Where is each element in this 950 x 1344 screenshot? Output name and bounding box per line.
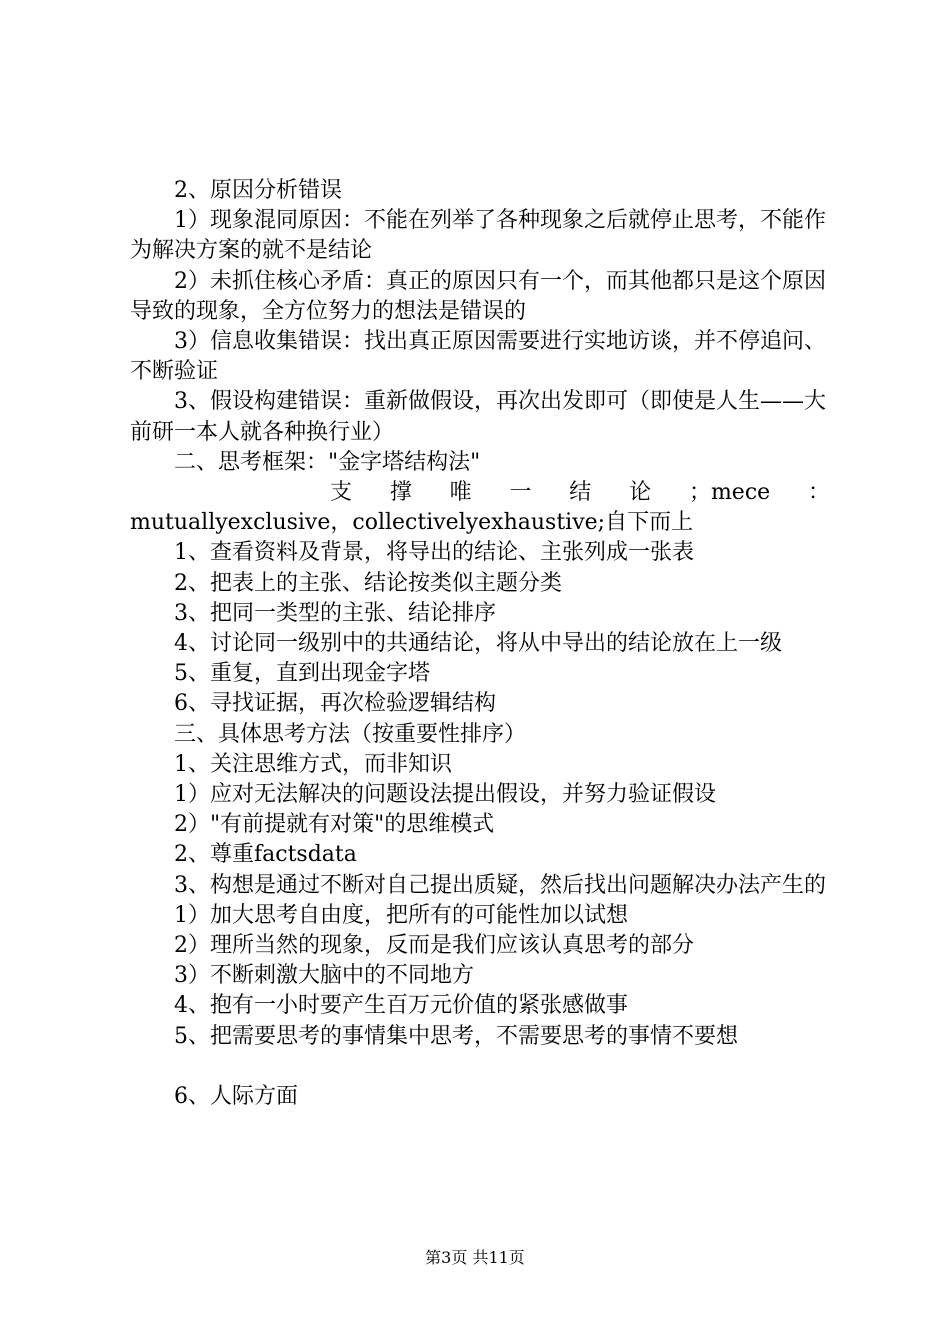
paragraph: 3、假设构建错误：重新做假设，再次出发即可（即使是人生——大前研一本人就各种换行业） [130,389,826,445]
paragraph: 5、把需要思考的事情集中思考，不需要思考的事情不要想 [174,1023,738,1049]
paragraph: 6、寻找证据，再次检验逻辑结构 [174,691,496,717]
paragraph: 2）理所当然的现象，反而是我们应该认真思考的部分 [174,933,694,959]
paragraph: 4、抱有一小时要产生百万元价值的紧张感做事 [174,993,628,1019]
paragraph: 3、构想是通过不断对自己提出质疑，然后找出问题解决办法产生的 [174,872,826,898]
paragraph: mutuallyexclusive，collectivelyexhaustive;自下而上 [130,510,694,536]
paragraph: 二、思考框架："金字塔结构法" [174,449,481,475]
justified-text: 支撑唯一结论；mece： [330,480,830,506]
paragraph: 3、把同一类型的主张、结论排序 [174,600,496,626]
blank-line [130,1052,830,1082]
paragraph: 2、尊重factsdata [174,842,357,868]
paragraph-justified-line [130,478,830,508]
paragraph: 1）应对无法解决的问题设法提出假设，并努力验证假设 [174,782,716,808]
paragraph: 三、具体思考方法（按重要性排序） [174,721,527,747]
document-body [130,176,830,1112]
paragraph: 2）"有前提就有对策"的思维模式 [174,812,495,838]
paragraph: 3）不断刺激大脑中的不同地方 [174,963,474,989]
paragraph: 4、讨论同一级别中的共通结论，将从中导出的结论放在上一级 [174,631,782,657]
paragraph: 2、原因分析错误 [174,178,342,203]
page-footer: 第3页 共11页 [425,1248,525,1267]
paragraph: 2）未抓住核心矛盾：真正的原因只有一个，而其他都只是这个原因导致的现象，全方位努力的想法是错误的 [130,268,826,324]
paragraph: 1）加大思考自由度，把所有的可能性加以试想 [174,902,628,928]
paragraph: 2、把表上的主张、结论按类似主题分类 [174,570,562,596]
paragraph: 6、人际方面 [174,1083,298,1109]
paragraph: 1）现象混同原因：不能在列举了各种现象之后就停止思考，不能作为解决方案的就不是结论 [130,208,826,264]
paragraph: 5、重复，直到出现金字塔 [174,661,430,687]
paragraph: 1、关注思维方式，而非知识 [174,751,452,777]
paragraph: 1、查看资料及背景，将导出的结论、主张列成一张表 [174,540,694,566]
paragraph: 3）信息收集错误：找出真正原因需要进行实地访谈，并不停追问、不断验证 [130,329,826,385]
